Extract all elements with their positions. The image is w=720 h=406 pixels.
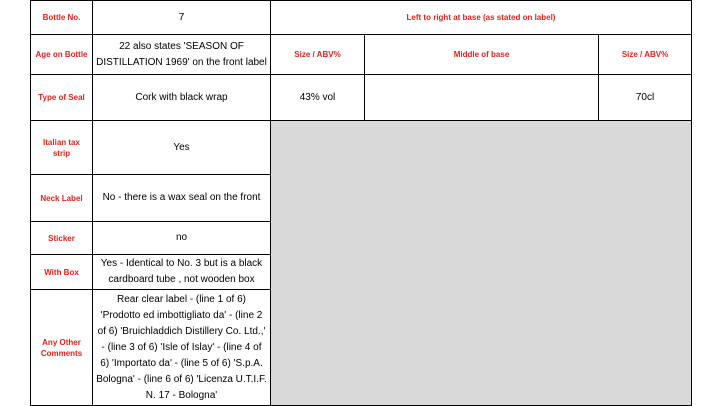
bottle-no-label: Bottle No. — [31, 1, 93, 35]
row-seal — [31, 75, 692, 121]
age-label: Age on Bottle — [31, 35, 93, 75]
base-middle-header: Middle of base — [365, 35, 599, 75]
box-value: Yes - Identical to No. 3 but is a black cardboard tube , not wooden box — [93, 255, 271, 290]
row-bottle-no — [31, 1, 692, 35]
box-label: With Box — [31, 255, 93, 290]
bottle-record-table — [30, 0, 692, 406]
comments-value: Rear clear label - (line 1 of 6) 'Prodotto ed imbottigliato da' - (line 2 of 6) 'Bruichladdich Distillery Co. Ltd.,' - (line 3 of 6) 'Isle of Islay' - (line 4 of 6) 'Importato da' - (line 5 of 6) 'S.p.A. Bologna' - (line 6 of 6) 'Licenza U.T.I.F. N. 17 - Bologna' — [93, 290, 271, 406]
seal-label: Type of Seal — [31, 75, 93, 121]
sticker-value: no — [93, 222, 271, 255]
sticker-label: Sticker — [31, 222, 93, 255]
neck-label-value: No - there is a wax seal on the front — [93, 175, 271, 222]
neck-label-label: Neck Label — [31, 175, 93, 222]
bottle-record-sheet — [30, 0, 691, 405]
base-heading: Left to right at base (as stated on label) — [271, 1, 692, 35]
row-tax-strip — [31, 121, 692, 175]
base-left-header: Size / ABV% — [271, 35, 365, 75]
seal-value: Cork with black wrap — [93, 75, 271, 121]
base-right-value: 70cl — [599, 75, 692, 121]
base-middle-value — [365, 75, 599, 121]
age-value: 22 also states 'SEASON OF DISTILLATION 1969' on the front label — [93, 35, 271, 75]
row-age — [31, 35, 692, 75]
unused-grey-area — [271, 121, 692, 406]
tax-strip-label: Italian tax strip — [31, 121, 93, 175]
base-left-value: 43% vol — [271, 75, 365, 121]
bottle-no-value: 7 — [93, 1, 271, 35]
tax-strip-value: Yes — [93, 121, 271, 175]
base-right-header: Size / ABV% — [599, 35, 692, 75]
comments-label: Any Other Comments — [31, 290, 93, 406]
